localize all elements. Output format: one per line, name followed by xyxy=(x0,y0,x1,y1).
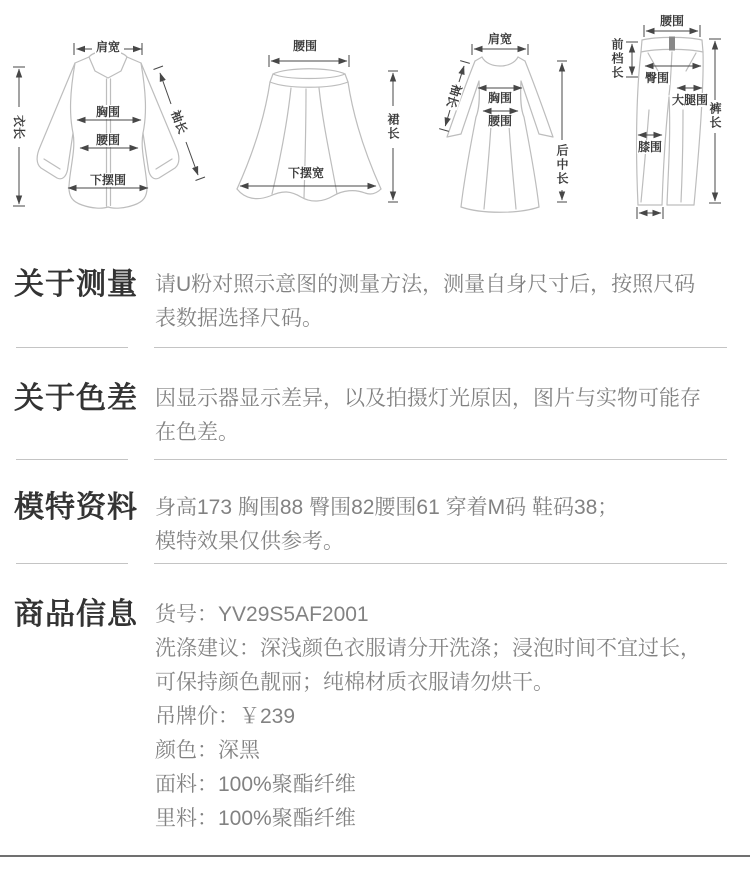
section-body xyxy=(155,268,735,336)
pants-hip-label: 臀围 xyxy=(644,71,670,85)
pants-thigh-label: 大腿围 xyxy=(671,93,709,107)
pants-front-rise-label: 前档长 xyxy=(610,38,624,80)
shirt-bust-label: 胸围 xyxy=(95,105,121,119)
body-line: 表数据选择尺码。 xyxy=(155,307,323,330)
divider-left-segment xyxy=(16,347,128,348)
skirt-hem-width-label: 下摆宽 xyxy=(287,166,325,180)
section-divider xyxy=(0,347,750,348)
product-code-line: 货号：YV29S5AF2001 xyxy=(155,603,369,626)
divider-left-segment xyxy=(16,563,128,564)
dress-outline xyxy=(447,57,553,212)
pants-knee-label: 膝围 xyxy=(637,140,663,154)
pants-zipper-mark xyxy=(669,37,675,51)
color-line: 颜色：深黑 xyxy=(155,739,260,762)
divider-left-segment xyxy=(16,459,128,460)
pants-length-label: 裤长 xyxy=(708,102,722,130)
bottom-border-line xyxy=(0,855,750,857)
divider-right-segment xyxy=(154,459,727,460)
pants-outline xyxy=(637,37,704,205)
dress-sleeve-length-label: 袖长 xyxy=(443,82,465,110)
body-line: 在色差。 xyxy=(155,421,239,444)
size-diagram-strip xyxy=(0,0,750,235)
section-heading: 商品信息 xyxy=(14,598,138,631)
skirt-length-label: 裙长 xyxy=(386,113,400,141)
divider-right-segment xyxy=(154,563,727,564)
pants-waist-label: 腰围 xyxy=(659,14,685,28)
body-line: 模特效果仅供参考。 xyxy=(155,530,344,553)
wash-advice-line: 可保持颜色靓丽；纯棉材质衣服请勿烘干。 xyxy=(155,671,554,694)
section-body xyxy=(155,382,735,450)
section-heading: 关于色差 xyxy=(14,382,138,415)
info-sections xyxy=(0,268,750,836)
dress-diagram xyxy=(435,0,595,235)
section-divider xyxy=(0,459,750,460)
dress-center-back-length-label: 后中长 xyxy=(555,144,569,186)
dress-shoulder-width-label: 肩宽 xyxy=(487,32,513,46)
shirt-hem-circumference-label: 下摆围 xyxy=(89,173,127,187)
tag-price-line: 吊牌价：￥239 xyxy=(155,705,296,728)
section-divider xyxy=(0,563,750,564)
shirt-sleeve-length-label: 袖长 xyxy=(168,108,190,136)
skirt-waist-label: 腰围 xyxy=(292,39,318,53)
section-product-info xyxy=(0,598,750,836)
section-color-difference xyxy=(0,382,750,450)
section-body xyxy=(155,598,735,836)
section-body xyxy=(155,491,735,559)
body-line: 身高173 胸围88 臀围82腰围61 穿着M码 鞋码38； xyxy=(155,496,619,519)
pants-diagram xyxy=(605,0,750,235)
dress-waist-label: 腰围 xyxy=(487,114,513,128)
section-heading: 关于测量 xyxy=(14,268,138,301)
fabric-line: 面料：100%聚酯纤维 xyxy=(155,773,356,796)
section-heading: 模特资料 xyxy=(14,491,138,524)
shirt-waist-label: 腰围 xyxy=(95,133,121,147)
section-model-info xyxy=(0,491,750,559)
section-about-measurement xyxy=(0,268,750,336)
divider-right-segment xyxy=(154,347,727,348)
wash-advice-line: 洗涤建议：深浅颜色衣服请分开洗涤；浸泡时间不宜过长， xyxy=(155,637,701,660)
body-line: 请U粉对照示意图的测量方法，测量自身尺寸后，按照尺码 xyxy=(155,273,696,296)
skirt-outline xyxy=(237,69,381,201)
body-line: 因显示器显示差异，以及拍摄灯光原因，图片与实物可能存 xyxy=(155,387,701,410)
shirt-garment-length-label: 衣长 xyxy=(12,114,26,140)
dress-bust-label: 胸围 xyxy=(487,91,513,105)
lining-line: 里料：100%聚酯纤维 xyxy=(155,807,356,830)
shirt-shoulder-width-label: 肩宽 xyxy=(95,40,121,54)
